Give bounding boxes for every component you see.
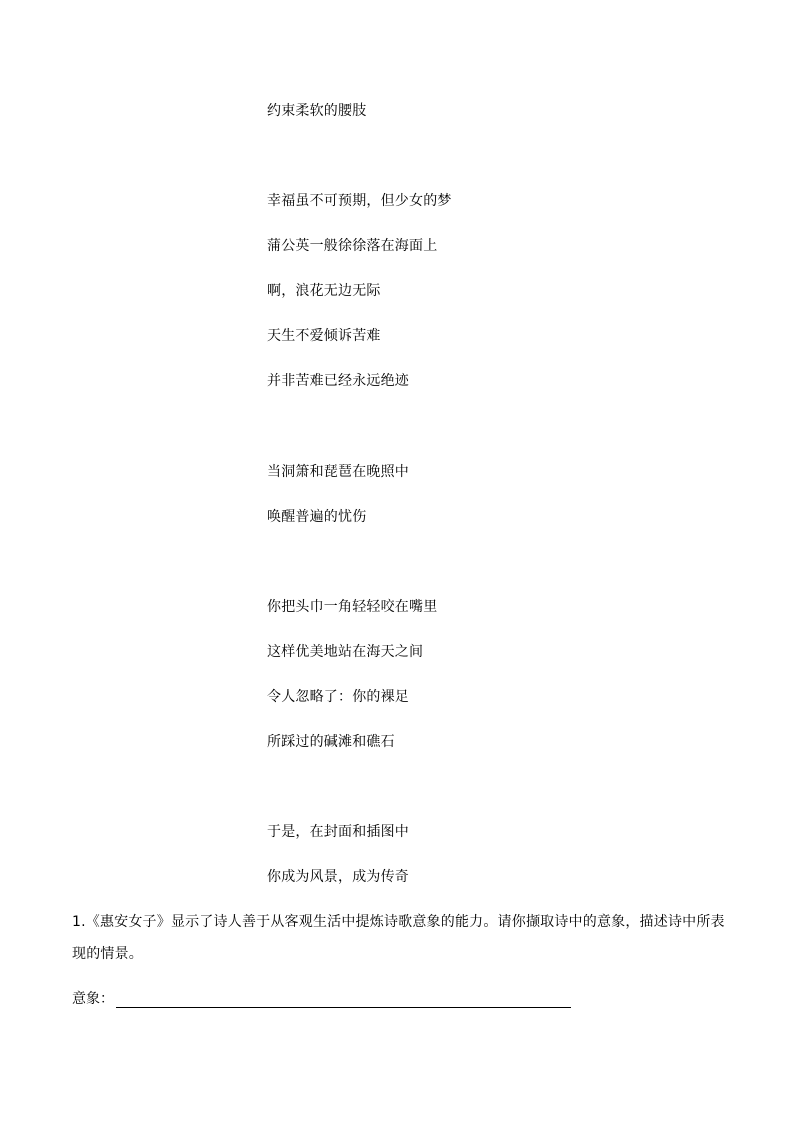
question-text: 1.《惠安女子》显示了诗人善于从客观生活中提炼诗歌意象的能力。请你撷取诗中的意象，描述诗中所表现的情景。 (72, 914, 725, 962)
poem-line: 于是，在封面和插图中 (267, 824, 409, 840)
poem-line: 当洞箫和琵琶在晚照中 (267, 464, 409, 480)
poem-line: 天生不爱倾诉苦难 (267, 328, 381, 344)
poem-line: 并非苦难已经永远绝迹 (267, 373, 409, 389)
poem-line: 你把头巾一角轻轻咬在嘴里 (267, 599, 438, 615)
poem-line: 你成为风景，成为传奇 (267, 869, 409, 885)
poem-line: 令人忽略了：你的裸足 (267, 689, 409, 705)
poem-line: 幸福虽不可预期，但少女的梦 (267, 193, 452, 209)
answer-row (72, 990, 571, 1008)
poem-line: 啊，浪花无边无际 (267, 283, 381, 299)
poem-line: 所踩过的碱滩和礁石 (267, 734, 395, 750)
poem-line: 蒲公英一般徐徐落在海面上 (267, 238, 438, 254)
poem-line: 约束柔软的腰肢 (267, 103, 367, 119)
poem-line: 唤醒普遍的忧伤 (267, 509, 367, 525)
answer-blank-line[interactable] (116, 991, 571, 1008)
answer-label: 意象： (72, 991, 114, 1007)
poem-line: 这样优美地站在海天之间 (267, 644, 424, 660)
